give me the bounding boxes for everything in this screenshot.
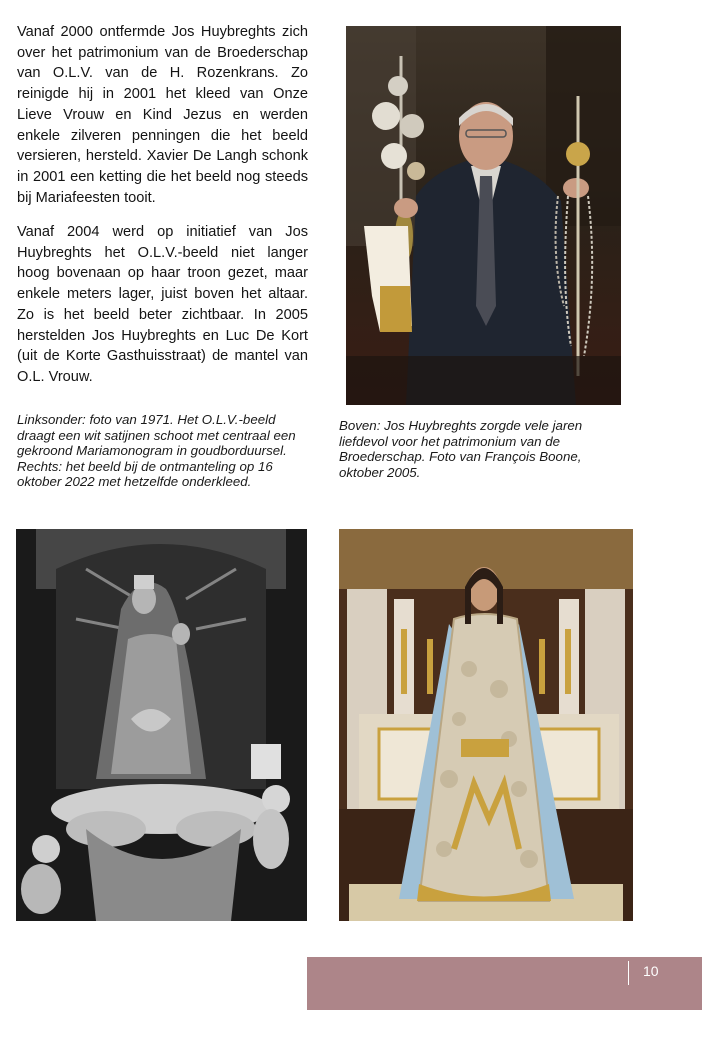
photo-statue-1971 [16,529,307,921]
photo-jos-huybreghts [346,26,621,405]
caption-right: Boven: Jos Huybreghts zorgde vele jaren liefdevol voor het patrimonium van de Broederschap. Foto van François Boone, oktober 2005. [339,418,583,480]
body-paragraph-2: Vanaf 2004 werd op initiatief van Jos Huybreghts het O.L.V.-beeld niet langer hoog bovenaan op haar troon gezet, maar enkele meters lager, juist boven het altaar. Zo is het beeld beter zichtbaar. In 2005 herstelden Jos Huybreghts en Luc De Kort (uit de Korte Gasthuisstraat) de mantel van O.L. Vrouw. [17,224,308,385]
page-number: 10 [643,963,659,979]
body-paragraph-1: Vanaf 2000 ontfermde Jos Huybreghts zich over het patrimonium van de Broederschap van O.L.V. van de H. Rozenkrans. Zo reinigde hij in 2001 het kleed van Onze Lieve Vrouw en Kind Jezus en werden enkele zilveren penningen die het beeld versieren, hersteld. Xavier De Langh schonk in 2001 een ketting die het beeld nog steeds bij Mariafeesten tooit. [17,24,308,206]
footer-separator [628,961,629,985]
photo-statue-2022 [339,529,633,921]
caption-left: Linksonder: foto van 1971. Het O.L.V.-beeld draagt een wit satijnen schoot met centraal een gekroond Mariamonogram in goudborduursel. Rechts: het beeld bij de ontmanteling op 16 oktober 2022 met hetzelfde onderkleed. [17,412,296,490]
footer-bar [307,957,702,1010]
